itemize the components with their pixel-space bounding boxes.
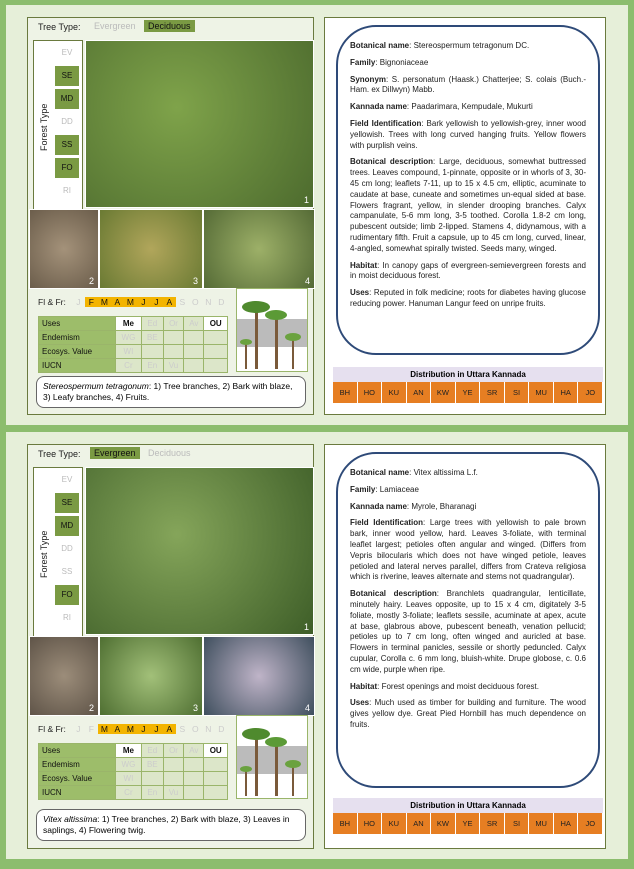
forest-type-list (55, 470, 79, 631)
attribute-empty (204, 359, 228, 373)
field-text: : Stereospermum tetragonum DC. (409, 41, 530, 50)
photo-2 (29, 636, 99, 716)
photo-2 (29, 209, 99, 289)
photo-4 (203, 636, 315, 716)
tree-type-evergreen: Evergreen (94, 21, 136, 31)
district-cell: HA (554, 382, 579, 403)
district-cell: YE (456, 813, 481, 834)
attribute-empty (184, 786, 204, 800)
district-cell: KU (382, 382, 407, 403)
species-description (336, 25, 600, 355)
photo-3 (99, 636, 203, 716)
attribute-empty (163, 772, 183, 786)
attribute-value: BE (141, 758, 163, 772)
description-field (350, 698, 586, 730)
photo-3 (99, 209, 203, 289)
attribute-empty (163, 345, 183, 359)
attribute-empty (184, 359, 204, 373)
month-cell: D (218, 724, 225, 734)
attribute-value: Ed (141, 744, 163, 758)
flowering-fruiting-row (38, 724, 228, 734)
district-cell: BH (333, 382, 358, 403)
forest-type-se: SE (55, 493, 79, 513)
attribute-value: En (141, 786, 163, 800)
district-cell: KU (382, 813, 407, 834)
district-cell: KW (431, 382, 456, 403)
attribute-value: BE (141, 331, 163, 345)
attribute-empty (184, 345, 204, 359)
distribution-table (333, 367, 603, 403)
description-field (350, 468, 586, 479)
field-text: : Large trees with yellowish to pale brown bark, inner wood yellow, hard. Leaves 3-foliate, with terminal leaflet largest; petioles often angular and winged. (Differs from Vepris bilocularis which does not have winged petiole, leaves petioled and lateral nerves parallel, differs from Crateva religiosa which is riverine, leaves alternate and stems not quadrangular). (350, 518, 586, 582)
distribution-title: Distribution in Uttara Kannada (333, 367, 603, 382)
species-card (6, 5, 628, 425)
left-panel (27, 444, 314, 849)
attributes-table (38, 743, 228, 800)
month-cell: N (205, 297, 212, 307)
description-field (350, 75, 586, 97)
field-text: : Branchlets quadrangular, lenticillate, minutely hairy. Leaves opposite, up to 15 x 4 cm, digitately 3-5 foliate, mostly 3-foliate; leaflets sessile, acuminate at apex, acute at base, glabrous above, pubescent beneath, venation pellucid; petioles up to 7 cm long, often winged and auricled at base. Flowers in terminal panicles, sessile or shortly peduncled. Calyx cupular, Corolla c. 6 mm long, bluish-white. Drupe globose, c. 0.6 cm wide, purple when ripe. (350, 589, 586, 674)
table-row (39, 359, 228, 373)
forest-type-dd: DD (61, 544, 73, 553)
forest-type-md: MD (55, 89, 79, 109)
attribute-value: OU (204, 744, 228, 758)
tree-silhouettes-icon (237, 289, 307, 371)
photo-tree-branches (85, 40, 314, 208)
field-label: Uses (350, 288, 370, 298)
forest-type-ri: RI (63, 186, 71, 195)
month-cell: M (98, 724, 111, 734)
forest-type-ev: EV (61, 475, 73, 484)
field-label: Family (350, 57, 376, 67)
field-label: Habitat (350, 260, 378, 270)
field-text: : Vitex altissima L.f. (409, 468, 478, 477)
description-field (350, 58, 586, 69)
month-cell: A (163, 724, 176, 734)
attribute-value: Vu (163, 786, 183, 800)
field-text: : Myrole, Bharanagi (406, 501, 477, 511)
attribute-value: OU (204, 317, 228, 331)
month-cell: A (163, 297, 176, 307)
flowering-fruiting-row (38, 297, 228, 307)
field-label: Field Identification (350, 518, 424, 528)
description-field (350, 261, 586, 283)
district-cell: MU (529, 382, 554, 403)
month-cell: J (76, 724, 81, 734)
district-cell: SI (505, 382, 530, 403)
district-cell: BH (333, 813, 358, 834)
tree-type-label: Tree Type: (38, 22, 81, 32)
attribute-empty (163, 758, 183, 772)
photo-number: 3 (192, 276, 198, 286)
month-cell: M (124, 724, 137, 734)
photo-caption (36, 376, 306, 408)
forest-type-se: SE (55, 66, 79, 86)
description-field (350, 41, 586, 52)
attribute-key: Uses (39, 317, 116, 331)
attribute-value: Or (163, 744, 183, 758)
field-label: Botanical name (350, 468, 410, 477)
attribute-value: WG (116, 758, 142, 772)
table-row (39, 786, 228, 800)
field-label: Kannada name (350, 102, 407, 112)
attribute-empty (204, 758, 228, 772)
description-field (350, 288, 586, 310)
tree-silhouettes-icon (237, 716, 307, 798)
month-cell: J (137, 297, 150, 307)
attribute-key: Endemism (39, 331, 116, 345)
attributes-table (38, 316, 228, 373)
description-field (350, 157, 586, 254)
forest-type-ev: EV (61, 48, 73, 57)
field-label: Botanical name (350, 41, 410, 50)
district-cell: AN (407, 813, 432, 834)
photo-tree-branches (85, 467, 314, 635)
photo-caption (36, 809, 306, 841)
forest-type-ss: SS (61, 567, 73, 576)
table-row (39, 345, 228, 359)
photo-number: 4 (304, 276, 310, 286)
photo-number: 1 (303, 622, 309, 632)
caption-species-name: Vitex altissima (43, 814, 98, 824)
field-text: : Much used as timber for building and furniture. The wood gives yellow dye. Great Pied Hornbill has much dependence on fruits. (350, 698, 586, 729)
attribute-key: Endemism (39, 758, 116, 772)
photo-number: 1 (303, 195, 309, 205)
attribute-empty (141, 345, 163, 359)
attribute-value: Vu (163, 359, 183, 373)
month-cell: J (150, 724, 163, 734)
tree-stature-illustration (236, 715, 308, 799)
tree-type-deciduous: Deciduous (148, 448, 191, 458)
month-cell: A (111, 724, 124, 734)
attribute-empty (204, 772, 228, 786)
table-row (39, 331, 228, 345)
distribution-table (333, 798, 603, 834)
forest-type-dd: DD (61, 117, 73, 126)
description-field (350, 518, 586, 583)
photo-number: 2 (88, 703, 94, 713)
attribute-value: Me (116, 744, 142, 758)
tree-type-evergreen: Evergreen (90, 447, 140, 459)
attribute-key: IUCN (39, 786, 116, 800)
table-row (39, 772, 228, 786)
district-cell: JO (578, 813, 603, 834)
month-cell: J (150, 297, 163, 307)
forest-type-ri: RI (63, 613, 71, 622)
field-text: : S. personatum (Haask.) Chatterjee; S. colais (Buch.-Ham. ex Dillwyn) Mabb. (350, 74, 586, 95)
attribute-value: Ed (141, 317, 163, 331)
attribute-value: Cr (116, 786, 142, 800)
month-cell: J (137, 724, 150, 734)
attribute-key: Uses (39, 744, 116, 758)
field-label: Kannada name (350, 501, 407, 511)
species-description (336, 452, 600, 788)
tree-type-label: Tree Type: (38, 449, 81, 459)
fl-fr-label: Fl & Fr: (38, 724, 66, 734)
description-field (350, 589, 586, 675)
field-text: : Large, deciduous, somewhat buttressed trees. Leaves compound, 1-pinnate, opposite or in whorls of 3, 30-45 cm long; leaflets 7-11, up to 15 x 4.5 cm, elliptic, acuminate to caudate at base, cuneate and sometimes un-equal sided at base. Flowers fragrant, yellow, in slender drooping branches. Calyx campanulate, 5-6 mm long, 3-5 toothed. Corolla 1.8-2 cm long, pubescent outside; limb 2-lipped. Stamens 4, didynamous, with a rudimentary fifth. Fruit a capsule, up to 45 cm long, curved, linear, 4-angled, somewhat spirally twisted. Seeds many, winged. (350, 157, 586, 253)
attribute-value: Av (184, 744, 204, 758)
month-cell: O (192, 724, 199, 734)
month-cell: F (88, 724, 94, 734)
attribute-value: En (141, 359, 163, 373)
description-field (350, 485, 586, 496)
month-cell: S (179, 297, 186, 307)
description-field (350, 502, 586, 513)
month-cell: A (111, 297, 124, 307)
fl-fr-label: Fl & Fr: (38, 297, 66, 307)
field-label: Habitat (350, 681, 378, 691)
table-row (39, 317, 228, 331)
photo-number: 3 (192, 703, 198, 713)
field-label: Synonym (350, 74, 387, 84)
field-text: : Bark yellowish to yellowish-grey, inner wood yellowish. Trees with long curved hanging fruits. Yellow flowers with purplish veins. (350, 118, 586, 150)
district-cell: YE (456, 382, 481, 403)
forest-type-ss: SS (55, 135, 79, 155)
attribute-empty (184, 758, 204, 772)
table-row (39, 744, 228, 758)
field-text: : Bignoniaceae (375, 57, 429, 67)
attribute-empty (204, 345, 228, 359)
forest-type-box (33, 40, 83, 210)
caption-species-name: Stereospermum tetragonum (43, 381, 149, 391)
caption-text: : 1) Tree branches, 2) Bark with blaze, 3) Leaves in saplings, 4) Flowering twig. (43, 814, 290, 836)
field-label: Field Identification (350, 118, 422, 128)
attribute-empty (141, 772, 163, 786)
month-cell: O (192, 297, 199, 307)
month-cell: F (85, 297, 98, 307)
field-text: : Forest openings and moist deciduous forest. (377, 681, 539, 691)
forest-type-fo: FO (55, 585, 79, 605)
district-cell: HO (358, 382, 383, 403)
tree-type-deciduous: Deciduous (144, 20, 195, 32)
left-panel (27, 17, 314, 415)
district-cell: JO (578, 382, 603, 403)
month-cell: M (98, 297, 111, 307)
district-row (333, 813, 603, 834)
district-cell: MU (529, 813, 554, 834)
month-cell: J (76, 297, 81, 307)
description-field (350, 102, 586, 113)
field-text: : Paadarimara, Kempudale, Mukurti (406, 102, 533, 112)
district-cell: SR (480, 382, 505, 403)
district-cell: SI (505, 813, 530, 834)
field-text: : In canopy gaps of evergreen-semievergreen forests and in moist deciduous forest. (350, 260, 586, 281)
attribute-value: WI (116, 345, 142, 359)
table-row (39, 758, 228, 772)
photo-4 (203, 209, 315, 289)
attribute-empty (204, 786, 228, 800)
forest-type-label: Forest Type (39, 103, 49, 151)
month-cell: N (205, 724, 212, 734)
month-cell: D (218, 297, 225, 307)
attribute-empty (204, 331, 228, 345)
month-cell: S (179, 724, 186, 734)
district-cell: HO (358, 813, 383, 834)
attribute-key: IUCN (39, 359, 116, 373)
photo-number: 4 (304, 703, 310, 713)
district-cell: AN (407, 382, 432, 403)
description-field (350, 119, 586, 151)
attribute-value: Cr (116, 359, 142, 373)
attribute-key: Ecosys. Value (39, 772, 116, 786)
attribute-value: Or (163, 317, 183, 331)
forest-type-label: Forest Type (39, 530, 49, 578)
field-text: : Reputed in folk medicine; roots for diabetes having glucose reducing power. Hanuman Langur feed on unripe fruits. (350, 288, 586, 308)
district-cell: HA (554, 813, 579, 834)
district-row (333, 382, 603, 403)
month-cell: M (124, 297, 137, 307)
photo-number: 2 (88, 276, 94, 286)
attribute-value: WI (116, 772, 142, 786)
field-label: Botanical description (350, 157, 434, 167)
attribute-empty (184, 331, 204, 345)
district-cell: SR (480, 813, 505, 834)
attribute-value: Me (116, 317, 142, 331)
field-text: : Lamiaceae (375, 484, 419, 494)
caption-text: : 1) Tree branches, 2) Bark with blaze, 3) Leafy branches, 4) Fruits. (43, 381, 293, 403)
attribute-empty (184, 772, 204, 786)
attribute-value: Av (184, 317, 204, 331)
forest-type-box (33, 467, 83, 637)
attribute-key: Ecosys. Value (39, 345, 116, 359)
field-label: Uses (350, 698, 370, 708)
forest-type-fo: FO (55, 158, 79, 178)
species-card (6, 432, 628, 859)
distribution-title: Distribution in Uttara Kannada (333, 798, 603, 813)
attribute-value: WG (116, 331, 142, 345)
tree-stature-illustration (236, 288, 308, 372)
attribute-empty (163, 331, 183, 345)
field-label: Botanical description (350, 589, 437, 599)
description-field (350, 682, 586, 693)
field-label: Family (350, 484, 376, 494)
forest-type-md: MD (55, 516, 79, 536)
forest-type-list (55, 43, 79, 204)
district-cell: KW (431, 813, 456, 834)
